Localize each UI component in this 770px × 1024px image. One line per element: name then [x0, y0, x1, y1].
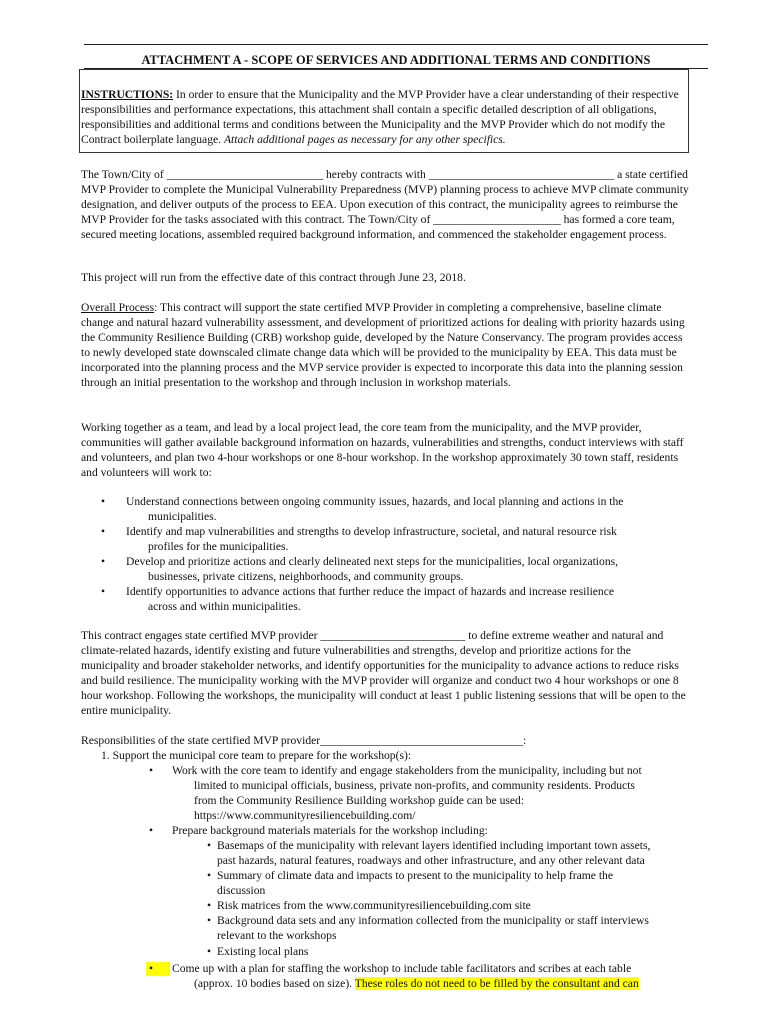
list-item-continued: municipalities. [148, 510, 217, 523]
engages-paragraph: This contract engages state certified MVP provider _________________________ to define extreme weather and natural and climate-related hazards, identify existing and future vulnerabilities and strengths, develop and prioritize actions for the municipality and broader stakeholder networks, and identify opportunities for the municipality to advance actions to reduce risks and build resilience. The municipality working with the MVP provider will organize and conduct two 4 hour workshops or one 8 hour workshop. Following the workshops, the municipality will conduct at least 1 public listening sessions that will be open to the entire municipality. [81, 629, 686, 718]
list-item: Identify opportunities to advance actions that further reduce the impact of hazards and increase resilience [126, 585, 615, 598]
instructions-italic: Attach additional pages as necessary for any other specifics. [223, 133, 506, 147]
list-item-continued: limited to municipal officials, business, private non-profits, and community residents. Products [194, 779, 635, 792]
bullet-icon: • [101, 525, 106, 538]
website-link[interactable]: https://www.communityresiliencebuilding.com/ [194, 809, 416, 822]
top-rule [84, 44, 708, 45]
instructions-body: In order to ensure that the Municipality and the MVP Provider have a clear understanding of their respective responsibilities and performance expectations, this attachment shall contain a specific detailed description of all obligations, responsibilities and additional terms and conditions between the Municipality and the MVP Provider which do not modify the Contract boilerplate language. [81, 88, 679, 147]
list-item: Prepare background materials materials for the workshop including: [172, 824, 488, 837]
bullet-icon: • [101, 495, 106, 508]
numbered-item-1: 1. Support the municipal core team to prepare for the workshop(s): [101, 749, 412, 762]
bullet-icon: • [149, 824, 154, 837]
bullet-icon: • [149, 962, 154, 975]
list-item: Existing local plans [217, 945, 309, 958]
overall-process-body: : This contract will support the state certified MVP Provider in completing a comprehensive, baseline climate change and natural hazard vulnerability assessment, and development of prioritized actions for dealing with priority hazards using the Community Resilience Building (CRB) workshop guide, developed by the Nature Conservancy. The program provides access to newly developed state downscaled climate change data which will be provided to the municipality by EEA. This data must be incorporated into the planning process and the MVP service provider is expected to incorporate this data into the planning session through an initial presentation to the workshop and through inclusion in workshop materials. [81, 301, 685, 390]
list-item-continued: from the Community Resilience Building workshop guide can be used: [194, 794, 525, 807]
list-item-continued: past hazards, natural features, roadways and other infrastructure, and any other relevant data [217, 854, 645, 867]
list-item-continued: profiles for the municipalities. [148, 540, 289, 553]
list-item: Understand connections between ongoing community issues, hazards, and local planning and actions in the [126, 495, 624, 508]
instructions-paragraph [81, 87, 686, 147]
intro-paragraph: The Town/City of ___________________________ hereby contracts with ________________________________ a state certified MVP Provider to complete the Municipal Vulnerability Preparedness (MVP) planning process to achieve MVP climate community designation, and deliver outputs of the process to EEA. Upon execution of this contract, the municipality agrees to reimburse the MVP Provider for the tasks associated with this contract. The Town/City of ______________________ has formed a core team, secured meeting locations, assembled required background information, and commenced the stakeholder engagement process. [81, 168, 689, 242]
overall-process-paragraph [81, 300, 691, 391]
bullet-icon: • [207, 899, 212, 912]
bullet-icon: • [149, 764, 154, 777]
duration-paragraph: This project will run from the effective date of this contract through June 23, 2018. [81, 271, 466, 284]
instructions-label: INSTRUCTIONS: [81, 88, 174, 101]
staffing-plain-text: (approx. 10 bodies based on size). [194, 977, 355, 990]
page-title: ATTACHMENT A - SCOPE OF SERVICES AND ADDITIONAL TERMS AND CONDITIONS [141, 53, 651, 67]
list-item: Summary of climate data and impacts to present to the municipality to help frame the [217, 869, 614, 882]
bullet-icon: • [207, 839, 212, 852]
list-item: Come up with a plan for staffing the workshop to include table facilitators and scribes at each table [172, 962, 632, 975]
responsibilities-heading: Responsibilities of the state certified MVP provider___________________________________: [81, 734, 527, 747]
list-item: Risk matrices from the www.communityresiliencebuilding.com site [217, 899, 531, 912]
bullet-icon: • [207, 869, 212, 882]
list-item-continued [194, 976, 639, 991]
bullet-icon: • [207, 945, 212, 958]
list-item: Basemaps of the municipality with relevant layers identified including important town assets, [217, 839, 651, 852]
list-item: Work with the core team to identify and engage stakeholders from the municipality, including but not [172, 764, 642, 777]
list-item-continued: across and within municipalities. [148, 600, 301, 613]
highlighted-text: These roles do not need to be filled by the consultant and can [354, 977, 639, 990]
working-paragraph: Working together as a team, and lead by a local project lead, the core team from the municipality, and the MVP provider, communities will gather available background information on hazards, vulnerabilities and strengths, conduct interviews with staff and volunteers, and plan two 4-hour workshops or one 8-hour workshop. In the workshop approximately 30 town staff, residents and volunteers will work to: [81, 421, 684, 480]
bullet-icon: • [207, 914, 212, 927]
list-item-continued: relevant to the workshops [217, 929, 337, 942]
bullet-icon: • [101, 555, 106, 568]
list-item: Background data sets and any information collected from the municipality or staff interviews [217, 914, 649, 927]
list-item: Identify and map vulnerabilities and strengths to develop infrastructure, societal, and natural resource risk [126, 525, 617, 538]
list-item-continued: businesses, private citizens, neighborhoods, and community groups. [148, 570, 464, 583]
overall-process-label: Overall Process [81, 301, 155, 314]
list-item: Develop and prioritize actions and clearly delineated next steps for the municipalities, local organizations, [126, 555, 619, 568]
list-item-continued: discussion [217, 884, 266, 897]
bullet-icon: • [101, 585, 106, 598]
